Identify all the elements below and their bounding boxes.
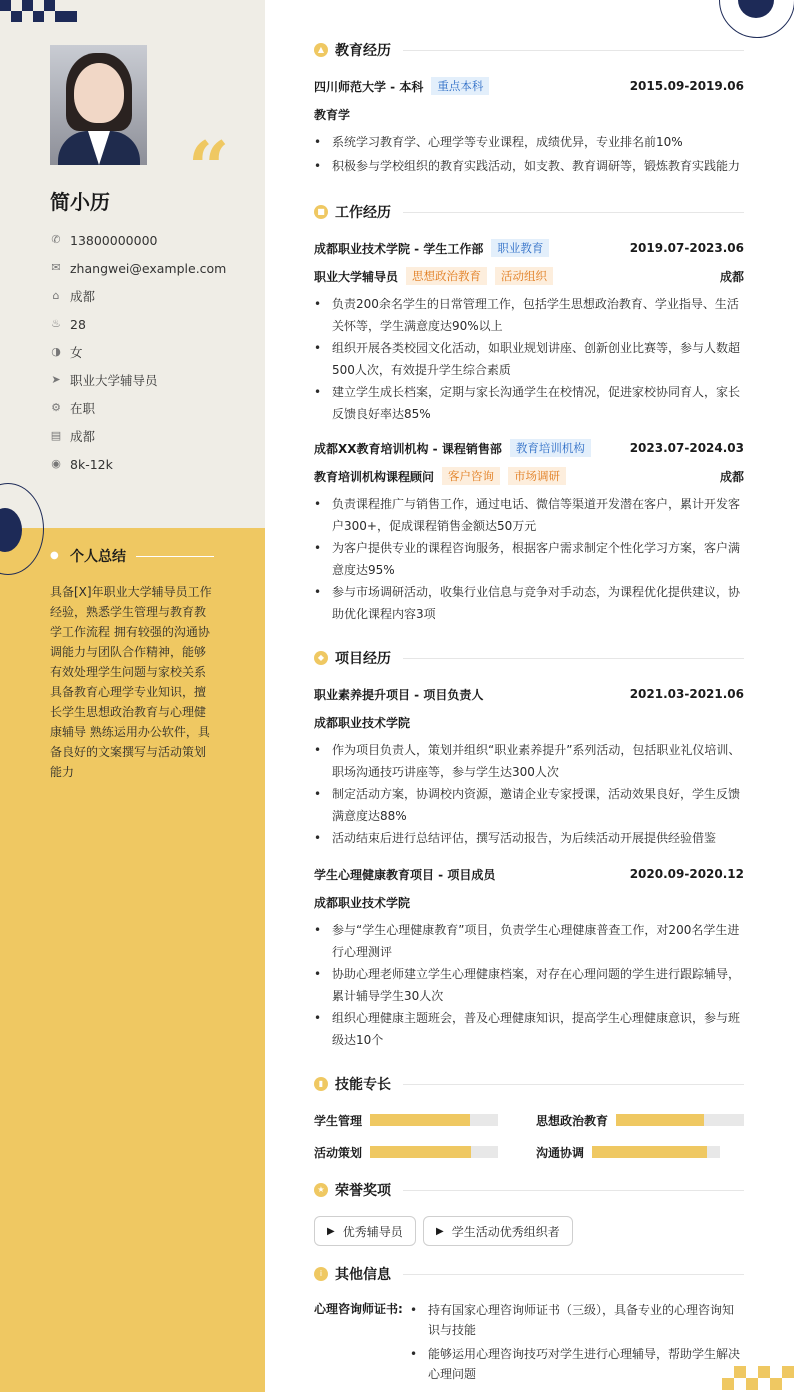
info-city: ⌂ 成都 <box>50 282 226 310</box>
section-work: ■ 工作经历 <box>314 202 744 222</box>
project-org: 成都职业技术学院 <box>314 895 411 910</box>
skill-item: 沟通协调 <box>536 1144 720 1160</box>
project-bullet: • 制定活动方案，协调校内资源，邀请企业专家授课，活动效果良好，学生反馈满意度达88% <box>314 783 744 827</box>
work-role: 教育培训机构课程顾问 客户咨询 市场调研 成都 <box>314 469 744 484</box>
project-org: 成都职业技术学院 <box>314 715 411 730</box>
coin-icon: ◉ <box>51 457 61 470</box>
work-bullet: • 建立学生成长档案，定期与家长沟通学生在校情况，促进家校协同育人，家长反馈良好率达85% <box>314 381 744 425</box>
award-chip: ▶ 学生活动优秀组织者 <box>423 1216 573 1246</box>
skill-bar-fill <box>592 1146 707 1158</box>
skill-bar <box>616 1114 744 1126</box>
trophy-icon: ★ <box>314 1183 328 1197</box>
project-header: 职业素养提升项目 - 项目负责人 2021.03-2021.06 <box>314 687 744 702</box>
profile-name: 简小历 <box>50 190 110 214</box>
summary-text: 具备[X]年职业大学辅导员工作经验，熟悉学生管理与教育教学工作流程 拥有较强的沟通协调能力与团队合作精神，能够有效处理学生问题与家校关系 具备教育心理学专业知识，擅长学生思想政治教育与心理健康辅导 熟练运用办公软件，具备良好的文案撰写与活动策划能力 <box>50 585 212 779</box>
chart-icon: ▮ <box>314 1077 328 1091</box>
section-other: i 其他信息 <box>314 1264 744 1284</box>
project-header: 学生心理健康教育项目 - 项目成员 2020.09-2020.12 <box>314 867 744 882</box>
section-education: ▲ 教育经历 <box>314 40 744 60</box>
work-header: 成都XX教育培训机构 - 课程销售部 教育培训机构 2023.07-2024.03 <box>314 441 744 456</box>
skill-item: 思想政治教育 <box>536 1112 744 1128</box>
work-bullet: • 为客户提供专业的课程咨询服务，根据客户需求制定个性化学习方案，客户满意度达95% <box>314 537 744 581</box>
info-email: ✉ zhangwei@example.com <box>51 260 227 276</box>
quote-mark-icon: “ <box>188 125 230 210</box>
cake-icon: ♨ <box>51 317 61 330</box>
gear-icon: ⚙ <box>51 401 61 414</box>
home-icon: ⌂ <box>52 289 60 302</box>
info-phone: ✆ 13800000000 <box>51 232 158 248</box>
skill-item: 学生管理 <box>314 1112 498 1128</box>
info-salary: ◉ 8k-12k <box>51 456 113 472</box>
grid-icon: ◆ <box>314 651 328 665</box>
work-bullet: • 负责200余名学生的日常管理工作，包括学生思想政治教育、学业指导、生活关怀等，学生满意度达90%以上 <box>314 293 744 337</box>
graduation-cap-icon: ▲ <box>314 43 328 57</box>
award-chip: ▶ 优秀辅导员 <box>314 1216 416 1246</box>
education-header: 四川师范大学 - 本科 重点本科 2015.09-2019.06 <box>314 79 744 94</box>
work-role: 职业大学辅导员 思想政治教育 活动组织 成都 <box>314 269 744 284</box>
project-bullet: • 组织心理健康主题班会，普及心理健康知识，提高学生心理健康意识，参与班级达10个 <box>314 1007 744 1051</box>
play-icon: ▶ <box>436 1225 444 1237</box>
work-header: 成都职业技术学院 - 学生工作部 职业教育 2019.07-2023.06 <box>314 241 744 256</box>
info-status: ⚙ 在职 <box>51 401 96 416</box>
building-icon: ▤ <box>50 429 62 442</box>
info-age: ♨ 28 <box>51 316 86 332</box>
info-target-job: ➤ 职业大学辅导员 <box>51 373 158 388</box>
skill-bar <box>370 1146 498 1158</box>
gender-icon: ◑ <box>51 345 61 358</box>
work-bullet: • 组织开展各类校园文化活动，如职业规划讲座、创新创业比赛等，参与人数超500人次，有效提升学生综合素质 <box>314 337 744 381</box>
skill-item: 活动策划 <box>314 1144 498 1160</box>
info-gender: ◑ 女 <box>51 345 83 360</box>
summary-heading: ● 个人总结 <box>50 549 126 565</box>
send-icon: ➤ <box>51 373 61 386</box>
info-icon: i <box>314 1267 328 1281</box>
phone-icon: ✆ <box>51 233 61 246</box>
skill-bar-fill <box>616 1114 704 1126</box>
project-bullet: • 作为项目负责人，策划并组织“职业素养提升”系列活动，包括职业礼仪培训、职场沟通技巧讲座等，参与学生达300人次 <box>314 739 744 783</box>
education-tag: 重点本科 <box>431 77 489 95</box>
project-bullet: • 协助心理老师建立学生心理健康档案，对存在心理问题的学生进行跟踪辅导，累计辅导学生30人次 <box>314 963 744 1007</box>
section-awards: ★ 荣誉奖项 <box>314 1180 744 1200</box>
play-icon: ▶ <box>327 1225 335 1237</box>
education-bullet: • 积极参与学校组织的教育实践活动，如支教、教育调研等，锻炼教育实践能力 <box>314 155 744 177</box>
skill-bar <box>592 1146 720 1158</box>
skill-bar-fill <box>370 1146 471 1158</box>
avatar <box>50 45 147 165</box>
summary-divider <box>136 556 214 557</box>
other-bullet: • 持有国家心理咨询师证书（三级），具备专业的心理咨询知识与技能 <box>410 1300 744 1340</box>
project-bullet: • 参与“学生心理健康教育”项目，负责学生心理健康普查工作，对200名学生进行心理测评 <box>314 919 744 963</box>
skill-bar-fill <box>370 1114 470 1126</box>
work-bullet: • 负责课程推广与销售工作，通过电话、微信等渠道开发潜在客户，累计开发客户300+，促成课程销售金额达50万元 <box>314 493 744 537</box>
section-skills: ▮ 技能专长 <box>314 1074 744 1094</box>
person-icon: ● <box>50 550 59 561</box>
education-major: 教育学 <box>314 107 351 122</box>
briefcase-icon: ■ <box>314 205 328 219</box>
section-projects: ◆ 项目经历 <box>314 648 744 668</box>
info-target-city: ▤ 成都 <box>50 429 96 444</box>
contact-info <box>50 226 226 478</box>
skill-bar <box>370 1114 498 1126</box>
mail-icon: ✉ <box>51 261 61 274</box>
checker-decoration <box>0 0 76 26</box>
other-label: 心理咨询师证书: <box>314 1302 403 1316</box>
other-bullet: • 能够运用心理咨询技巧对学生进行心理辅导，帮助学生解决心理问题 <box>410 1344 744 1384</box>
work-bullet: • 参与市场调研活动，收集行业信息与竞争对手动态，为课程优化提供建议，协助优化课程内容3项 <box>314 581 744 625</box>
education-bullet: • 系统学习教育学、心理学等专业课程，成绩优异，专业排名前10% <box>314 131 744 153</box>
project-bullet: • 活动结束后进行总结评估，撰写活动报告，为后续活动开展提供经验借鉴 <box>314 827 744 849</box>
